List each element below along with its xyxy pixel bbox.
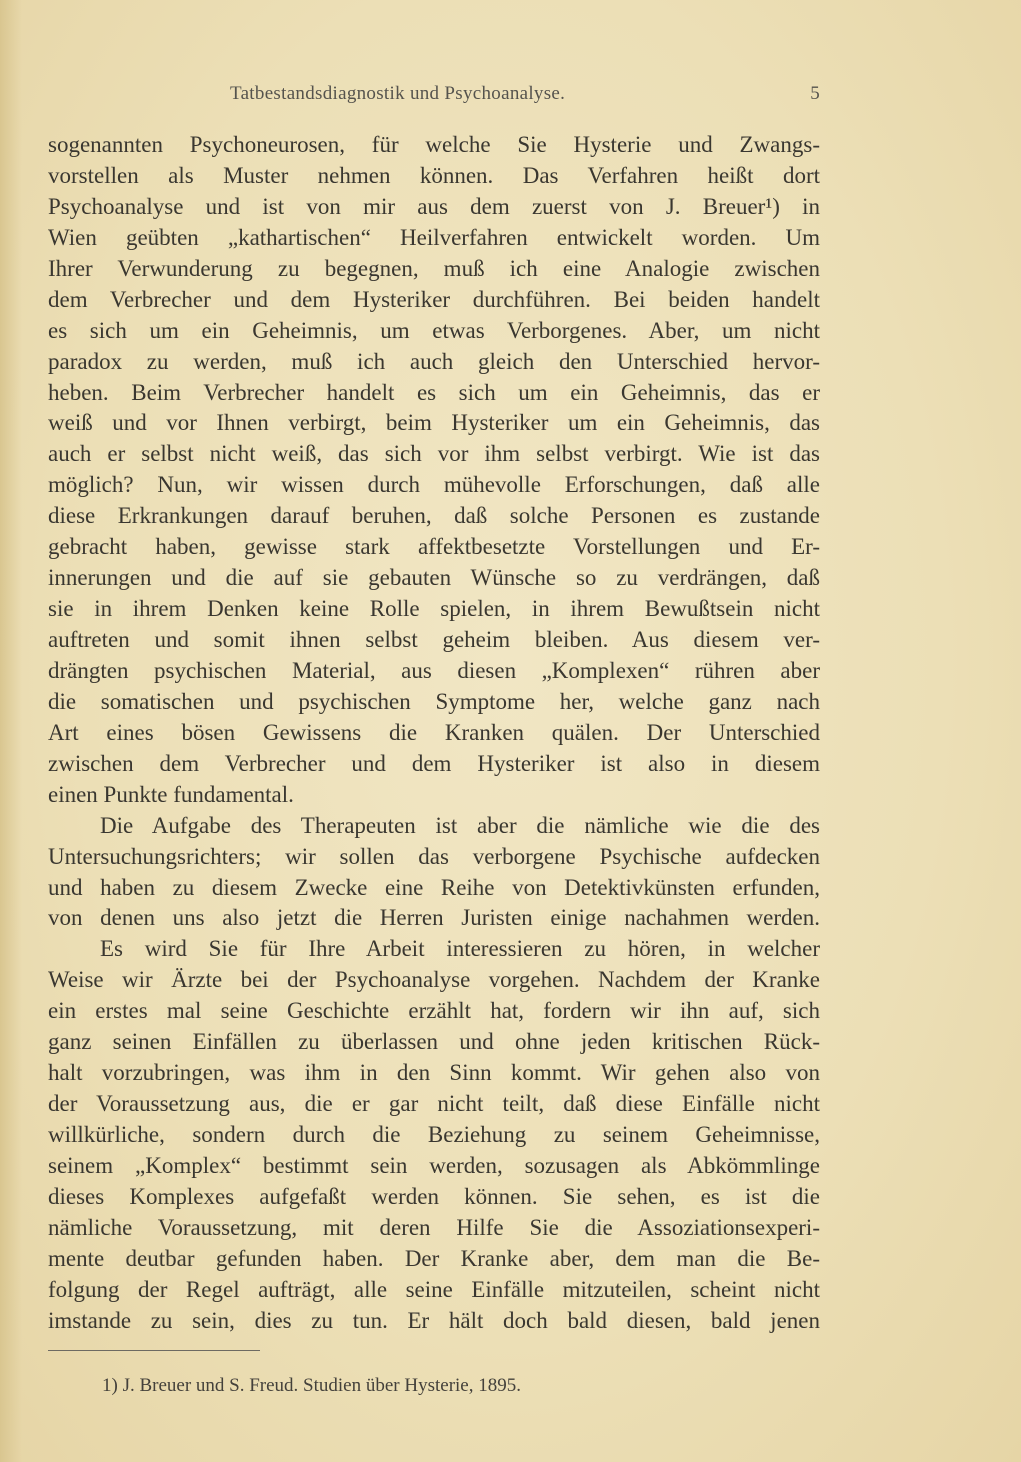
text-line: zwischen dem Verbrecher und dem Hysteriker ist also in diesem xyxy=(48,750,820,776)
text-line: sie in ihrem Denken keine Rolle spielen, in ihrem Bewußtsein nicht xyxy=(48,596,820,622)
text-line: ein erstes mal seine Geschichte erzählt hat, fordern wir ihn auf, sich xyxy=(48,998,820,1024)
text-line: auftreten und somit ihnen selbst geheim bleiben. Aus diesem ver- xyxy=(48,627,820,652)
text-line: seinem „Komplex“ bestimmt sein werden, sozusagen als Abkömmlinge xyxy=(48,1152,820,1178)
footnote: 1) J. Breuer und S. Freud. Studien über Hysterie, 1895. xyxy=(102,1375,521,1396)
text-line: Weise wir Ärzte bei der Psychoanalyse vorgehen. Nachdem der Kranke xyxy=(48,967,820,993)
binding-gutter-shadow xyxy=(0,0,22,1462)
text-line: vorstellen als Muster nehmen können. Das Verfahren heißt dort xyxy=(48,162,820,188)
text-line: folgung der Regel aufträgt, alle seine Einfälle mitzuteilen, scheint nicht xyxy=(48,1276,820,1302)
text-line: nämliche Voraussetzung, mit deren Hilfe Sie die Assoziationsexperi- xyxy=(48,1214,820,1240)
text-line: innerungen und die auf sie gebauten Wünsche so zu verdrängen, daß xyxy=(48,565,820,591)
text-line: drängten psychischen Material, aus diesen „Komplexen“ rühren aber xyxy=(48,657,820,683)
text-line: gebracht haben, gewisse stark affektbesetzte Vorstellungen und Er- xyxy=(48,534,820,560)
text-line: Wien geübten „kathartischen“ Heilverfahren entwickelt worden. Um xyxy=(48,224,820,250)
text-line: weiß und vor Ihnen verbirgt, beim Hysteriker um ein Geheimnis, das xyxy=(48,410,820,436)
text-line: Art eines bösen Gewissens die Kranken quälen. Der Unterschied xyxy=(48,719,820,745)
text-line: mente deutbar gefunden haben. Der Kranke aber, dem man die Be- xyxy=(48,1245,820,1271)
text-line: imstande zu sein, dies zu tun. Er hält doch bald diesen, bald jenen xyxy=(48,1307,820,1333)
text-line: diese Erkrankungen darauf beruhen, daß solche Personen es zustande xyxy=(48,503,820,529)
text-line: ganz seinen Einfällen zu überlassen und ohne jeden kritischen Rück- xyxy=(48,1029,820,1055)
text-line: Untersuchungsrichters; wir sollen das verborgene Psychische aufdecken xyxy=(48,843,820,869)
text-line: Psychoanalyse und ist von mir aus dem zuerst von J. Breuer¹) in xyxy=(48,193,820,219)
paragraph-start-line: Die Aufgabe des Therapeuten ist aber die nämliche wie die des xyxy=(100,812,820,838)
text-line: paradox zu werden, muß ich auch gleich den Unterschied hervor- xyxy=(48,348,820,374)
running-head xyxy=(230,80,820,110)
text-line: die somatischen und psychischen Symptome her, welche ganz nach xyxy=(48,688,820,714)
paragraph-start-line: Es wird Sie für Ihre Arbeit interessieren zu hören, in welcher xyxy=(100,936,820,962)
paragraph-end-line: einen Punkte fundamental. xyxy=(48,781,294,807)
text-line: dieses Komplexes aufgefaßt werden können. Sie sehen, es ist die xyxy=(48,1183,820,1209)
text-line: und haben zu diesem Zwecke eine Reihe von Detektivkünsten erfunden, xyxy=(48,874,820,900)
body-text xyxy=(48,130,820,1337)
text-line: Ihrer Verwunderung zu begegnen, muß ich eine Analogie zwischen xyxy=(48,255,820,281)
footnote-rule xyxy=(48,1350,260,1351)
text-line: dem Verbrecher und dem Hysteriker durchführen. Bei beiden handelt xyxy=(48,286,820,312)
page-number: 5 xyxy=(810,83,820,104)
text-line: möglich? Nun, wir wissen durch mühevolle Erforschungen, daß alle xyxy=(48,472,820,498)
text-line: sogenannten Psychoneurosen, für welche Sie Hysterie und Zwangs- xyxy=(48,132,820,157)
text-line: von denen uns also jetzt die Herren Juristen einige nachahmen werden. xyxy=(48,905,820,931)
running-head-title: Tatbestandsdiagnostik und Psychoanalyse. xyxy=(230,83,566,104)
text-line: es sich um ein Geheimnis, um etwas Verborgenes. Aber, um nicht xyxy=(48,317,820,343)
text-line: der Voraussetzung aus, die er gar nicht teilt, daß diese Einfälle nicht xyxy=(48,1091,820,1117)
text-line: halt vorzubringen, was ihm in den Sinn kommt. Wir gehen also von xyxy=(48,1060,820,1086)
text-line: auch er selbst nicht weiß, das sich vor ihm selbst verbirgt. Wie ist das xyxy=(48,441,820,467)
text-line: heben. Beim Verbrecher handelt es sich um ein Geheimnis, das er xyxy=(48,379,820,405)
text-line: willkürliche, sondern durch die Beziehung zu seinem Geheimnisse, xyxy=(48,1122,820,1147)
